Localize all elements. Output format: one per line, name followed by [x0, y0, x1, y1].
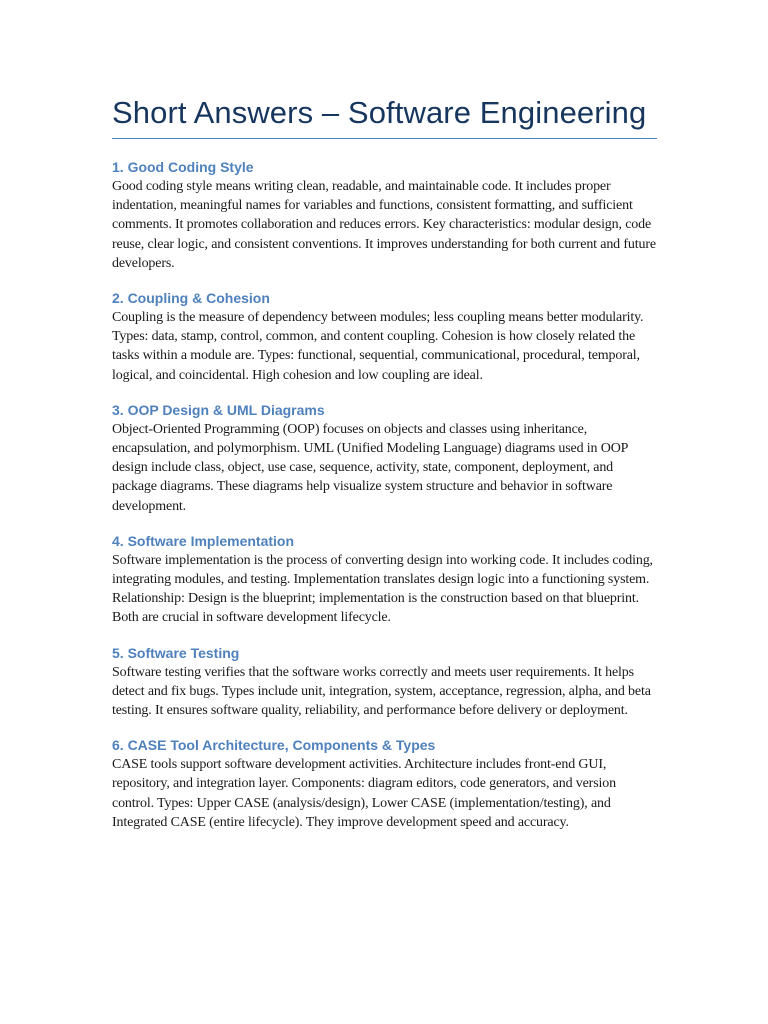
document-title: Short Answers – Software Engineering	[112, 95, 647, 130]
title-underline	[112, 138, 657, 139]
section-case-tools	[112, 735, 657, 832]
section-body: Software testing verifies that the software works correctly and meets user requirements. It helps detect and fix bugs. Types include unit, integration, system, acceptance, regression, alpha, and beta testing. It ensures software quality, reliability, and performance before delivery or deployment.	[112, 664, 651, 719]
section-heading: 2. Coupling & Cohesion	[112, 290, 270, 307]
section-heading: 4. Software Implementation	[112, 532, 295, 549]
section-heading: 3. OOP Design & UML Diagrams	[112, 401, 325, 418]
section-heading: 1. Good Coding Style	[112, 159, 254, 175]
section-body: Object-Oriented Programming (OOP) focuses on objects and classes using inheritance, encapsulation, and polymorphism. UML (Unified Modeling Language) diagrams used in OOP design include class, object, use case, sequence, activity, state, component, deployment, and package diagrams. These diagrams help visualize system structure and behavior in software development.	[112, 421, 628, 514]
section-body: Coupling is the measure of dependency between modules; less coupling means better modularity. Types: data, stamp, control, common, and content coupling. Cohesion is how closely related the tasks within a module are. Types: functional, sequential, communicational, procedural, temporal, logical, and coincidental. High cohesion and low coupling are ideal.	[112, 310, 644, 383]
section-software-implementation	[112, 531, 657, 628]
section-heading: 5. Software Testing	[112, 644, 240, 661]
section-coupling-cohesion	[112, 288, 657, 385]
section-good-coding-style	[112, 157, 657, 273]
document-page	[112, 92, 657, 832]
section-body: CASE tools support software development activities. Architecture includes front-end GUI, repository, and integration layer. Components: diagram editors, code generators, and version control. Types: Upper CASE (analysis/design), Lower CASE (implementation/testing), and Integrated CASE (entire lifecycle). They improve development speed and accuracy.	[112, 757, 616, 830]
section-oop-uml	[112, 400, 657, 516]
section-software-testing	[112, 643, 657, 721]
section-body: Good coding style means writing clean, readable, and maintainable code. It includes proper indentation, meaningful names for variables and functions, consistent formatting, and sufficient comments. It promotes collaboration and reduces errors. Key characteristics: modular design, code reuse, clear logic, and consistent conventions. It improves understanding for both current and future developers.	[112, 179, 656, 271]
section-heading: 6. CASE Tool Architecture, Components & Types	[112, 737, 436, 754]
section-body: Software implementation is the process of converting design into working code. It includes coding, integrating modules, and testing. Implementation translates design logic into a functioning system. Relationship: Design is the blueprint; implementation is the construction based on that blueprint. Both are crucial in software development lifecycle.	[112, 552, 653, 626]
